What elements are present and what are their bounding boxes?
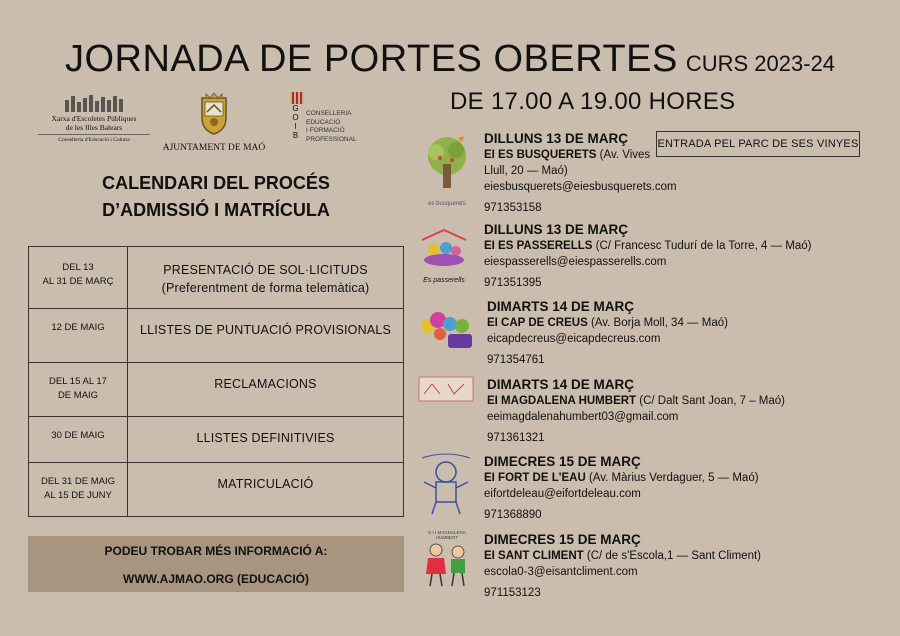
tree-icon [418,134,476,196]
school-address: (C/ Francesc Tudurí de la Torre, 4 — Maó) [592,240,812,252]
xarxa-line1: Xarxa d'Escoletes Públiques [51,114,137,123]
table-row [29,309,404,363]
info-line1: PODEU TROBAR MÉS INFORMACIÓ A: [104,544,328,558]
santcliment-logo [418,530,476,586]
school-passerells [484,221,811,291]
school-phone: 971354761 [487,354,545,366]
calendar-heading [28,170,404,224]
school-phone: 971153123 [484,587,541,599]
goib-text [306,110,357,144]
school-day: DIMECRES 15 DE MARÇ [484,454,641,469]
course-label: CURS 2023-24 [685,51,836,76]
two-kids-icon [418,540,476,588]
school-busquerets [484,130,677,216]
hours-label: DE 17.00 A 19.00 HORES [450,88,736,115]
coat-of-arms-icon [192,92,236,136]
school-email[interactable]: eiespasserells@eiespasserells.com [484,256,667,268]
magdalena-logo [418,376,474,402]
school-name: EI ES PASSERELLS [484,240,593,252]
school-name: EI ES BUSQUERETS [484,149,597,161]
info-website[interactable]: WWW.AJMAO.ORG (EDUCACIÓ) [123,572,309,586]
school-name: EI SANT CLIMENT [484,550,584,562]
school-phone: 971361321 [487,432,545,444]
school-fortdeleau [484,453,759,523]
title-row [0,38,900,81]
school-address: (Av. Vives [596,149,651,161]
goib-letters: GOIB [292,104,299,140]
info-box [28,536,404,592]
nest-birds-icon [418,228,470,272]
date-cell: 30 DE MAIG [29,417,128,463]
activity-cell: RECLAMACIONS [128,363,404,417]
date-cell: DEL 15 AL 17 DE MAIG [29,363,128,417]
goib-line3: I FORMACIÓ [306,127,345,134]
school-email[interactable]: eiesbusquerets@eiesbusquerets.com [484,181,677,193]
flag-icon [290,92,304,104]
activity-cell: PRESENTACIÓ DE SOL·LICITUDS (Preferentment de forma telemàtica) [128,247,404,309]
school-email[interactable]: escola0-3@eisantcliment.com [484,566,638,578]
xarxa-line3: Conselleria d'Educació i Cultura [38,134,150,143]
goib-line2: EDUCACIÓ [306,118,341,126]
children-silhouette-icon [38,94,150,112]
table-row [29,247,404,309]
school-capdecreus [487,298,728,368]
school-day: DILLUNS 13 DE MARÇ [484,222,629,237]
xarxa-logo [38,94,150,144]
passerells-logo-caption: Es passerells [423,277,465,284]
date-cell: DEL 13 AL 31 DE MARÇ [29,247,128,309]
school-address: (Av. Borja Moll, 34 — Maó) [587,317,728,329]
school-address: (Av. Màrius Verdaguer, 5 — Maó) [585,472,759,484]
school-address-cont: Llull, 20 — Maó) [484,165,568,177]
date-cell: DEL 31 DE MAIG AL 15 DE JUNY [29,463,128,517]
table-row [29,463,404,517]
school-magdalena [487,376,785,446]
school-day: DIMECRES 15 DE MARÇ [484,532,641,547]
school-email[interactable]: eicapdecreus@eicapdecreus.com [487,333,661,345]
calendar-table [28,246,404,517]
page-title: JORNADA DE PORTES OBERTES [64,38,678,80]
santcliment-logo-caption: E I I MAGDALENA HUMBERT [428,530,466,540]
school-name: EI MAGDALENA HUMBERT [487,395,637,407]
capdecreus-logo [418,306,476,352]
school-name: EI FORT DE L'EAU [484,472,586,484]
ajuntament-label: AJUNTAMENT DE MAÓ [162,143,266,153]
school-phone: 971351395 [484,277,542,289]
busquerets-logo [418,134,476,207]
ajuntament-logo [160,92,268,153]
calendar-heading-line1: CALENDARI DEL PROCÉS [102,173,330,193]
school-phone: 971353158 [484,202,542,214]
school-day: DIMARTS 14 DE MARÇ [487,299,635,314]
goib-logo [288,92,378,152]
school-santcliment [484,531,761,601]
balloons-icon [418,306,476,352]
child-drawing-icon [418,452,474,516]
xarxa-line2: de les Illes Balears [65,122,123,132]
activity-cell: LLISTES DEFINITIVIES [128,417,404,463]
activity-cell: LLISTES DE PUNTUACIÓ PROVISIONALS [128,309,404,363]
school-day: DILLUNS 13 DE MARÇ [484,131,629,146]
fortdeleau-logo [418,452,474,516]
school-phone: 971368890 [484,509,542,521]
school-name: EI CAP DE CREUS [487,317,588,329]
goib-line1: CONSELLERIA [306,110,352,117]
school-address: (C/ Dalt Sant Joan, 7 – Maó) [636,395,786,407]
drawing-icon [418,376,474,402]
school-address: (C/ de s'Escola,1 — Sant Climent) [583,550,761,562]
school-email[interactable]: eeimagdalenahumbert03@gmail.com [487,411,679,423]
school-email[interactable]: eifortdeleau@eifortdeleau.com [484,488,641,500]
calendar-heading-line2: D’ADMISSIÓ I MATRÍCULA [102,200,330,220]
busquerets-logo-caption: es busquerets [428,201,466,207]
passerells-logo [418,228,470,290]
goib-line4: PROFESSIONAL [306,135,357,143]
table-row [29,363,404,417]
entrance-note: ENTRADA PEL PARC DE SES VINYES [656,131,860,157]
table-row [29,417,404,463]
school-day: DIMARTS 14 DE MARÇ [487,377,635,392]
activity-cell: MATRICULACIÓ [128,463,404,517]
date-cell: 12 DE MAIG [29,309,128,363]
